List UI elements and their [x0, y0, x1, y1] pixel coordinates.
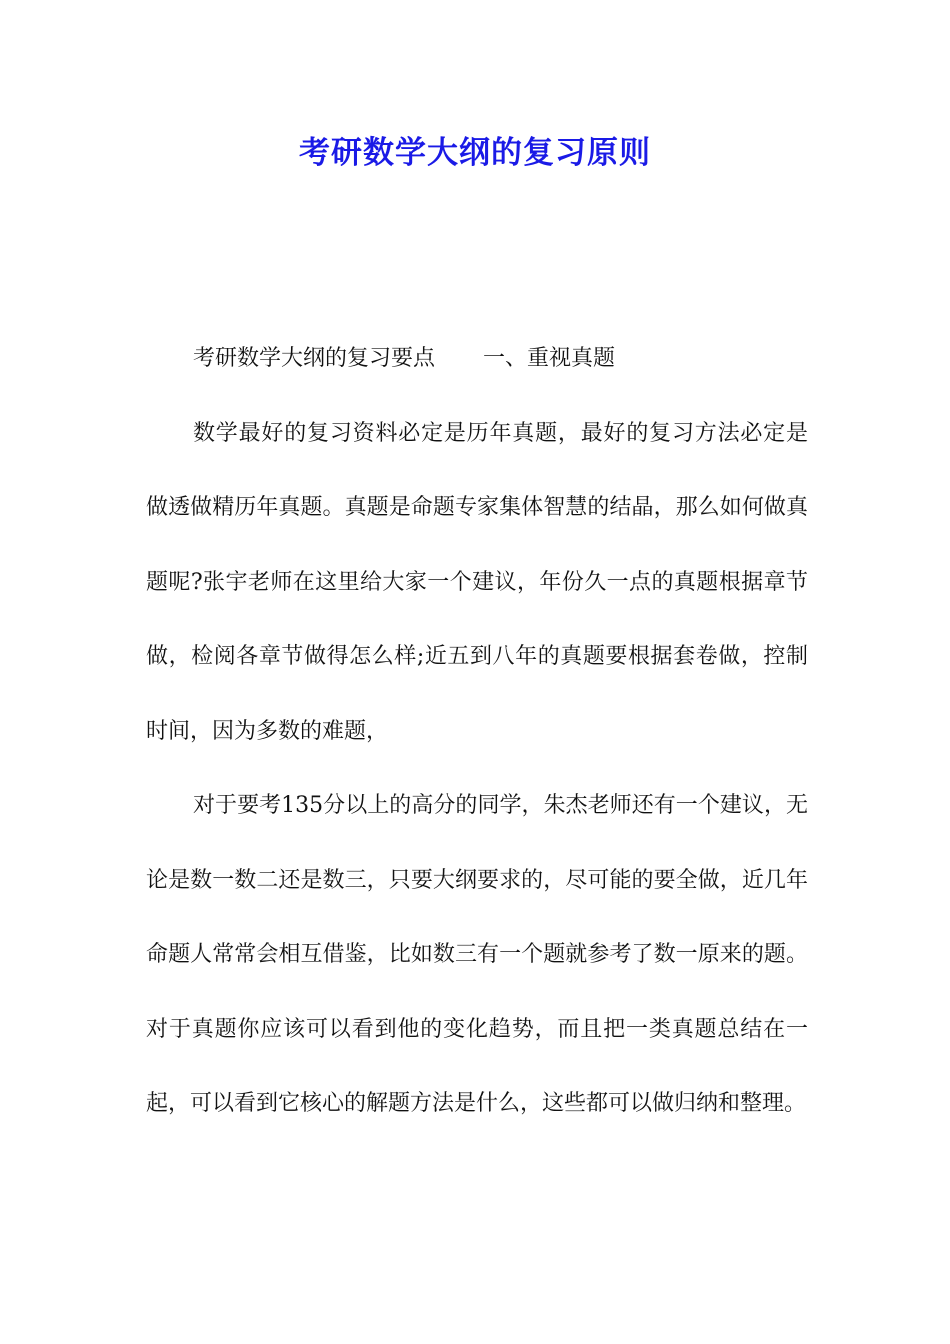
paragraph-1: 数学最好的复习资料必定是历年真题，最好的复习方法必定是做透做精历年真题。真题是命题专家集体智慧的结晶，那么如何做真题呢?张宇老师在这里给大家一个建议，年份久一点的真题根据章节做，检阅各章节做得怎么样;近五到八年的真题要根据套卷做，控制时间，因为多数的难题， — [146, 420, 808, 744]
heading-right: 一、重视真题 — [483, 346, 616, 371]
document-body — [146, 322, 808, 1142]
heading-left: 考研数学大纲的复习要点 — [193, 346, 436, 371]
paragraph-2: 对于要考135分以上的高分的同学，朱杰老师还有一个建议，无论是数一数二还是数三，只要大纲要求的，尽可能的要全做，近几年命题人常常会相互借鉴，比如数三有一个题就参考了数一原来的题。对于真题你应该可以看到他的变化趋势，而且把一类真题总结在一起，可以看到它核心的解题方法是什么，这些都可以做归纳和整理。 — [146, 793, 808, 1116]
section-heading — [146, 322, 808, 397]
document-title: 考研数学大纲的复习原则 — [299, 135, 651, 171]
